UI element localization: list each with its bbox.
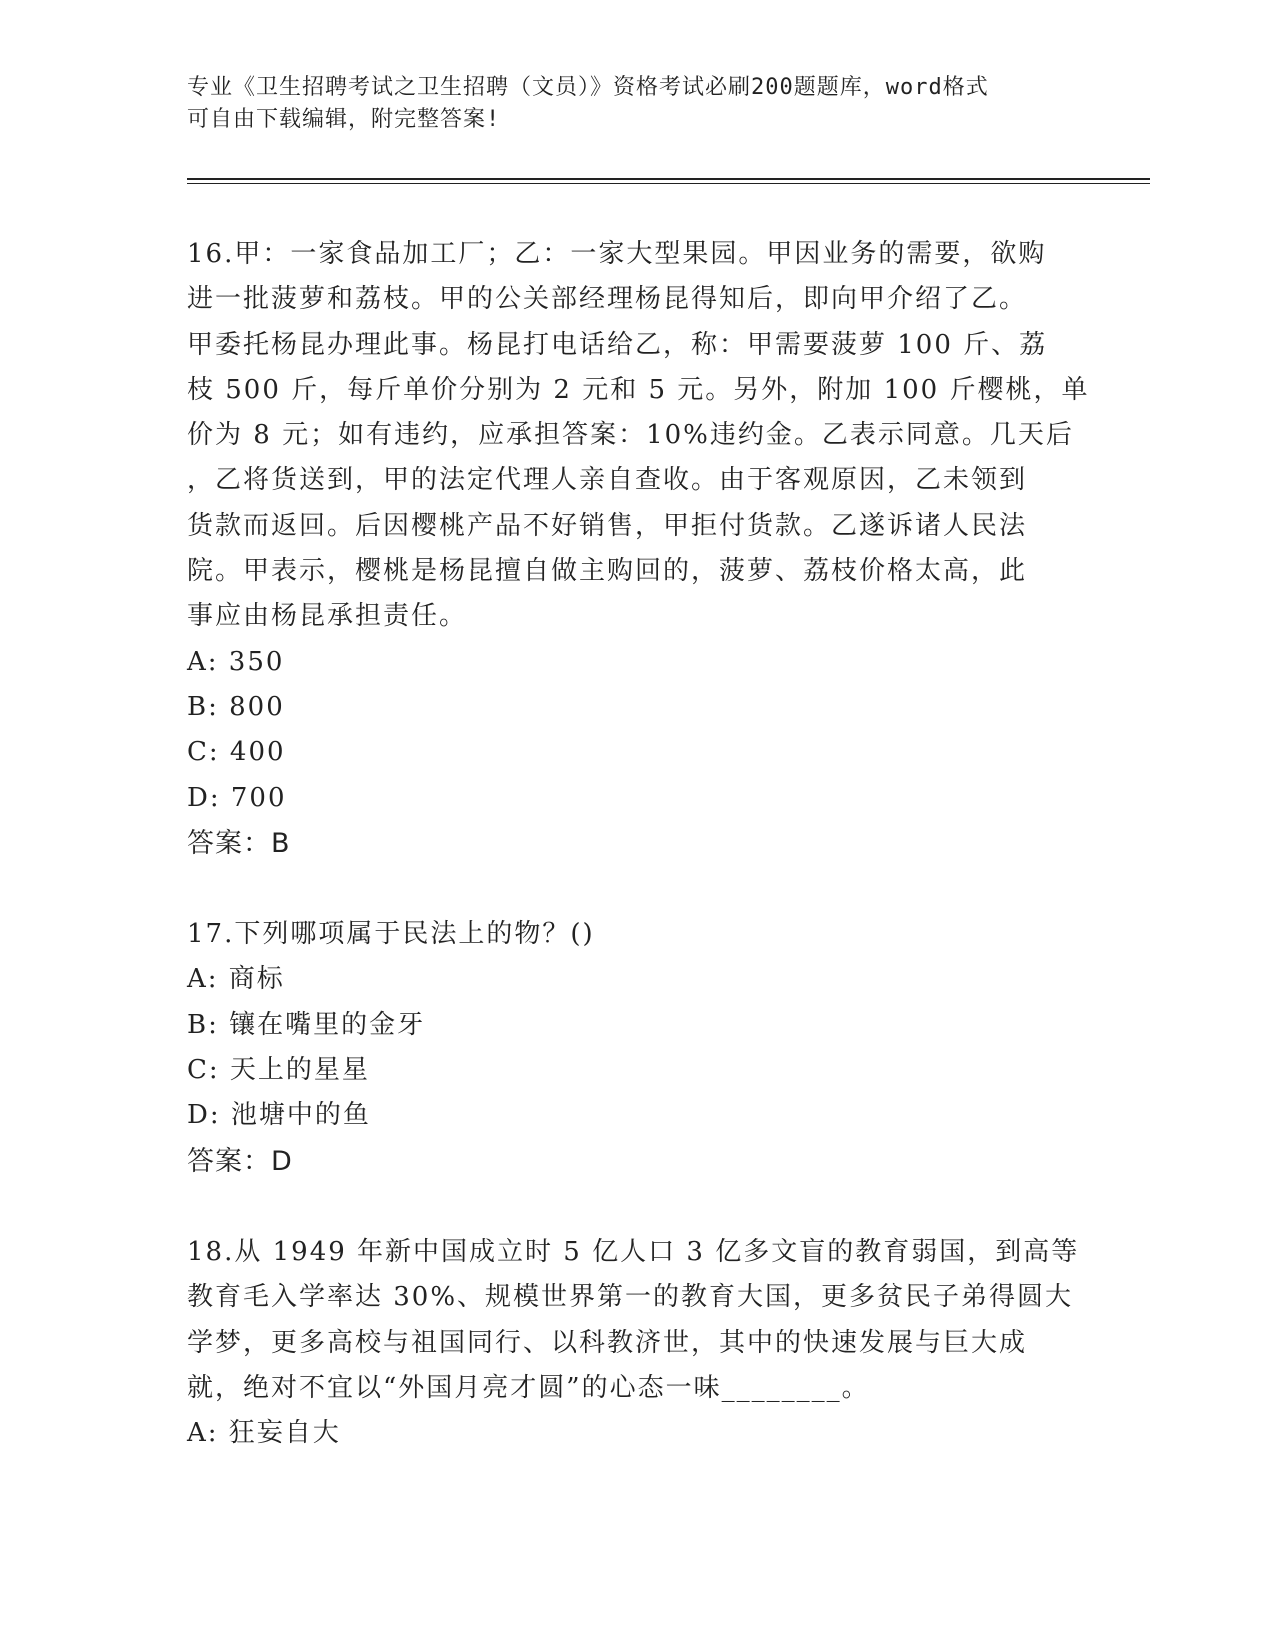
stem-line: 枝 500 斤，每斤单价分别为 2 元和 5 元。另外，附加 100 斤樱桃，单 [187, 374, 1090, 405]
option-c: C: 400 [187, 737, 286, 768]
option-b: B: 800 [187, 691, 285, 722]
header-divider-thin [187, 183, 1150, 184]
stem-line: 进一批菠萝和荔枝。甲的公关部经理杨昆得知后，即向甲介绍了乙。 [187, 284, 1028, 315]
question-16 [187, 232, 1090, 866]
question-spacer [187, 1184, 1087, 1230]
option-d: D: 700 [187, 782, 287, 813]
stem-line: 教育毛入学率达 30%、规模世界第一的教育大国，更多贫民子弟得圆大 [187, 1282, 1074, 1313]
header-line-2: 可自由下载编辑，附完整答案! [187, 107, 501, 132]
question-17 [187, 912, 1087, 1184]
stem-line: 货款而返回。后因樱桃产品不好销售，甲拒付货款。乙遂诉诸人民法 [187, 510, 1028, 541]
header-line-1: 专业《卫生招聘考试之卫生招聘（文员）》资格考试必刷200题题库，word格式 [187, 75, 989, 100]
question-18 [187, 1230, 1087, 1456]
stem-line: 价为 8 元；如有违约，应承担答案：10%违约金。乙表示同意。几天后 [187, 420, 1074, 451]
document-header [187, 72, 1067, 136]
answer-line: 答案：D [187, 1145, 293, 1177]
stem-line: 事应由杨昆承担责任。 [187, 601, 468, 632]
stem-line: 甲委托杨昆办理此事。杨昆打电话给乙，称：甲需要菠萝 100 斤、荔 [187, 329, 1048, 360]
question-list [187, 232, 1090, 1456]
option-a: A: 350 [187, 646, 285, 677]
option-a: A: 商标 [187, 964, 285, 995]
header-divider-thick [187, 178, 1150, 180]
option-d: D: 池塘中的鱼 [187, 1100, 371, 1131]
option-b: B: 镶在嘴里的金牙 [187, 1009, 426, 1040]
stem-line: 18.从 1949 年新中国成立时 5 亿人口 3 亿多文盲的教育弱国，到高等 [187, 1236, 1080, 1267]
stem-line: 学梦，更多高校与祖国同行、以科教济世，其中的快速发展与巨大成 [187, 1327, 1028, 1358]
stem-line: 院。甲表示，樱桃是杨昆擅自做主购回的，菠萝、荔枝价格太高，此 [187, 556, 1028, 587]
option-c: C: 天上的星星 [187, 1055, 370, 1086]
answer-line: 答案：B [187, 827, 291, 859]
question-stem [187, 912, 1087, 957]
stem-line: 17.下列哪项属于民法上的物？() [187, 919, 595, 950]
stem-line: 就，绝对不宜以“外国月亮才圆”的心态一味________。 [187, 1372, 870, 1403]
question-spacer [187, 866, 1087, 912]
stem-line: 16.甲：一家食品加工厂；乙：一家大型果园。甲因业务的需要，欲购 [187, 239, 1047, 269]
option-a: A: 狂妄自大 [187, 1418, 341, 1449]
question-stem [187, 1230, 1087, 1411]
stem-line: ，乙将货送到，甲的法定代理人亲自查收。由于客观原因，乙未领到 [187, 465, 1028, 496]
question-stem [187, 232, 1090, 640]
